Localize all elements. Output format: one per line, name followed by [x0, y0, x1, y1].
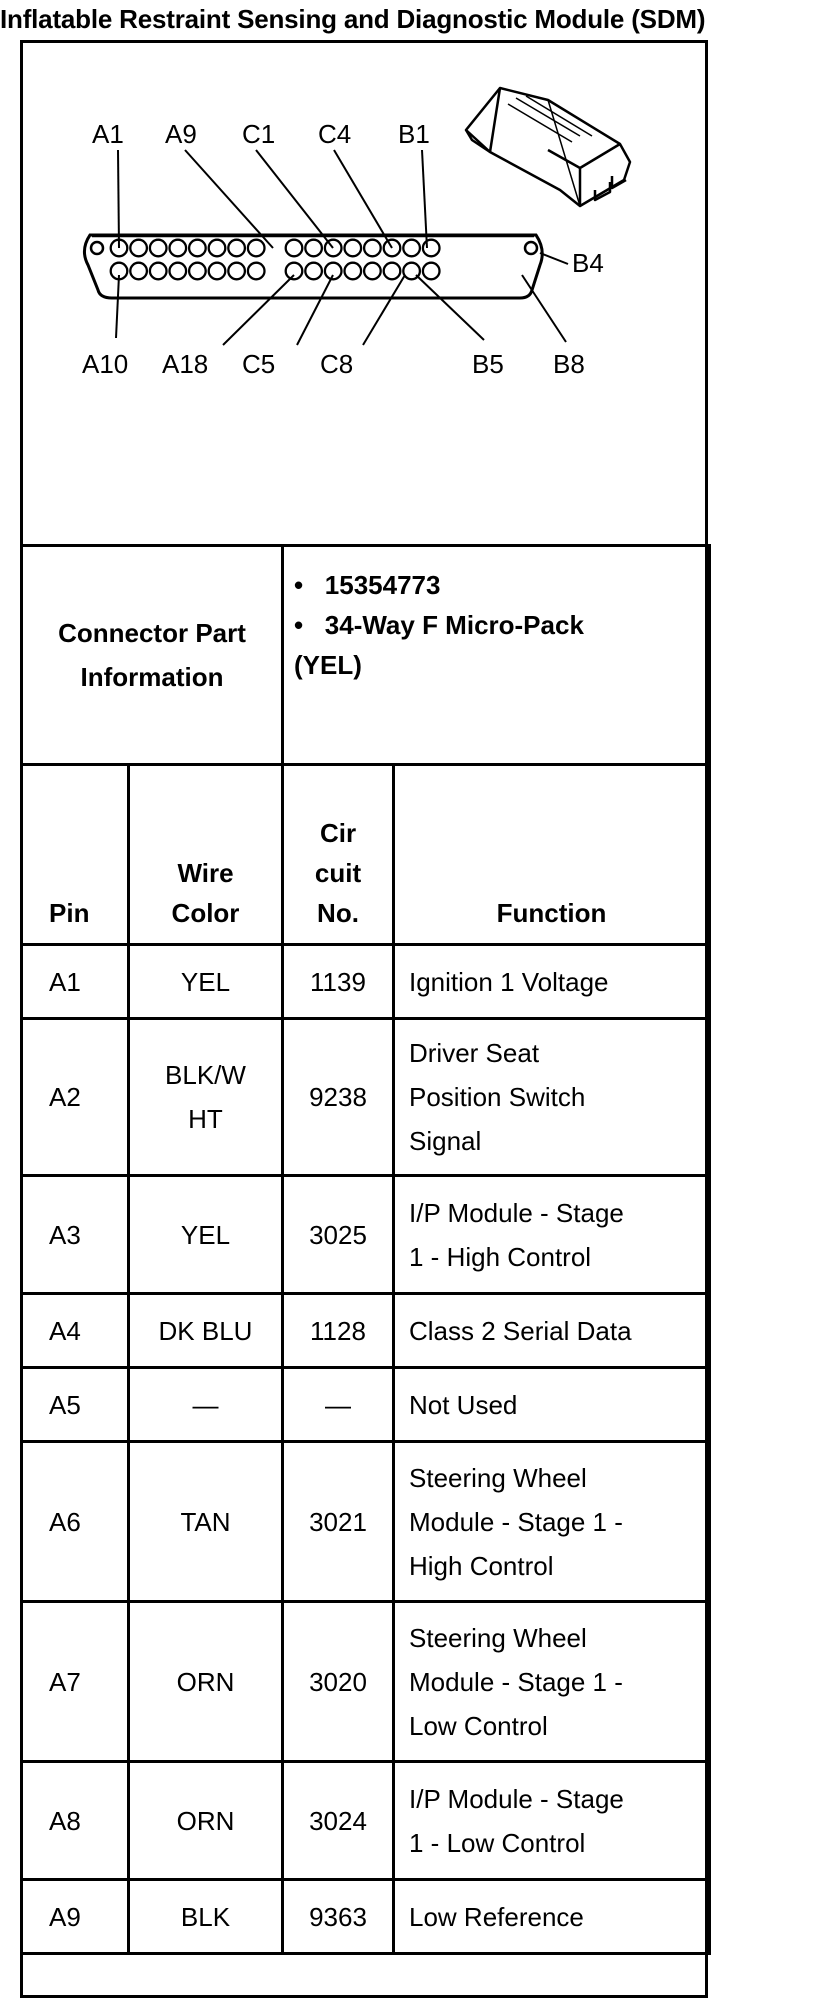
cell-circuit: — [283, 1368, 394, 1442]
cell-function: Driver Seat Position Switch Signal [394, 1019, 710, 1176]
cell-function: Low Reference [394, 1880, 710, 1954]
pin-cavity [228, 263, 245, 280]
pin-cavity [286, 263, 303, 280]
cell-pin: A2 [22, 1019, 129, 1176]
cell-pin: A3 [22, 1176, 129, 1294]
cell-circuit: 9238 [283, 1019, 394, 1176]
table-row [22, 1442, 710, 1602]
label-c8: C8 [320, 349, 354, 379]
cell-pin: A8 [22, 1762, 129, 1880]
table-row [22, 1368, 710, 1442]
header-function: Function [394, 765, 710, 945]
pin-cavity [170, 240, 187, 257]
label-c4: C4 [318, 119, 352, 149]
label-a18: A18 [162, 349, 209, 379]
polarization-key-left [91, 242, 103, 254]
cell-pin: A5 [22, 1368, 129, 1442]
label-c1: C1 [242, 119, 276, 149]
label-b4: B4 [572, 248, 604, 278]
cell-pin: A9 [22, 1880, 129, 1954]
pin-cavity [345, 240, 362, 257]
pin-cavity [305, 263, 322, 280]
pin-cavity [150, 263, 167, 280]
cell-circuit: 3025 [283, 1176, 394, 1294]
cell-circuit: 1139 [283, 945, 394, 1019]
connector-face-drawing [20, 40, 708, 544]
cell-function: Ignition 1 Voltage [394, 945, 710, 1019]
pin-cavity [364, 263, 381, 280]
pin-cavity [384, 263, 401, 280]
table-row [22, 1762, 710, 1880]
cell-wire-color: — [129, 1368, 283, 1442]
pin-cavity [364, 240, 381, 257]
cell-circuit: 3020 [283, 1602, 394, 1762]
label-c5: C5 [242, 349, 276, 379]
table-row [22, 1880, 710, 1954]
cell-circuit: 3024 [283, 1762, 394, 1880]
cell-wire-color: ORN [129, 1602, 283, 1762]
connector-info-row [22, 546, 710, 765]
cell-pin: A6 [22, 1442, 129, 1602]
pin-cavity [170, 263, 187, 280]
table-row [22, 1019, 710, 1176]
pin-cavity [228, 240, 245, 257]
pin-cavity [248, 263, 265, 280]
cell-wire-color: YEL [129, 1176, 283, 1294]
cell-circuit: 3021 [283, 1442, 394, 1602]
polarization-key-right [525, 242, 537, 254]
connector-part-info [283, 546, 710, 765]
cell-wire-color: TAN [129, 1442, 283, 1602]
cell-circuit: 9363 [283, 1880, 394, 1954]
connector-isometric-icon [466, 88, 630, 206]
cell-wire-color: DK BLU [129, 1294, 283, 1368]
cell-circuit: 1128 [283, 1294, 394, 1368]
pin-cavity [189, 240, 206, 257]
header-pin: Pin [22, 765, 129, 945]
header-wire-color: Wire Color [129, 765, 283, 945]
label-b1: B1 [398, 119, 430, 149]
connector-diagram [20, 40, 708, 547]
cell-wire-color: BLK/W HT [129, 1019, 283, 1176]
page-title: Inflatable Restraint Sensing and Diagnostic Module (SDM) [0, 4, 706, 34]
cell-wire-color: BLK [129, 1880, 283, 1954]
pinout-table [20, 544, 711, 1955]
pin-cavity [286, 240, 303, 257]
label-a1: A1 [92, 119, 124, 149]
cell-function: Steering Wheel Module - Stage 1 - Low Control [394, 1602, 710, 1762]
pin-cavity [209, 263, 226, 280]
cell-function: I/P Module - Stage 1 - High Control [394, 1176, 710, 1294]
header-circuit-no: Cir cuit No. [283, 765, 394, 945]
cell-function: Class 2 Serial Data [394, 1294, 710, 1368]
label-b5: B5 [472, 349, 504, 379]
cell-pin: A1 [22, 945, 129, 1019]
label-a9: A9 [165, 119, 197, 149]
label-a10: A10 [82, 349, 129, 379]
pin-cavity [209, 240, 226, 257]
connector-description: • 34-Way F Micro-Pack [294, 610, 584, 640]
pin-cavity [130, 240, 147, 257]
table-row [22, 945, 710, 1019]
cell-function: I/P Module - Stage 1 - Low Control [394, 1762, 710, 1880]
pin-cavity [423, 263, 440, 280]
cell-wire-color: ORN [129, 1762, 283, 1880]
pin-cavity [403, 240, 420, 257]
pin-cavity [130, 263, 147, 280]
pin-cavity [423, 240, 440, 257]
cell-pin: A7 [22, 1602, 129, 1762]
pin-cavity [248, 240, 265, 257]
pin-cavity [305, 240, 322, 257]
cell-wire-color: YEL [129, 945, 283, 1019]
table-row [22, 1294, 710, 1368]
connector-color: (YEL) [294, 650, 362, 680]
pin-cavity [345, 263, 362, 280]
pin-cavity [150, 240, 167, 257]
cell-pin: A4 [22, 1294, 129, 1368]
part-number: • 15354773 [294, 570, 441, 600]
connector-part-label: Connector Part Information [22, 546, 283, 765]
pin-cavity [325, 263, 342, 280]
cell-function: Not Used [394, 1368, 710, 1442]
table-header-row [22, 765, 710, 945]
pin-cavity [189, 263, 206, 280]
table-row [22, 1176, 710, 1294]
cell-function: Steering Wheel Module - Stage 1 - High Control [394, 1442, 710, 1602]
table-row [22, 1602, 710, 1762]
label-b8: B8 [553, 349, 585, 379]
